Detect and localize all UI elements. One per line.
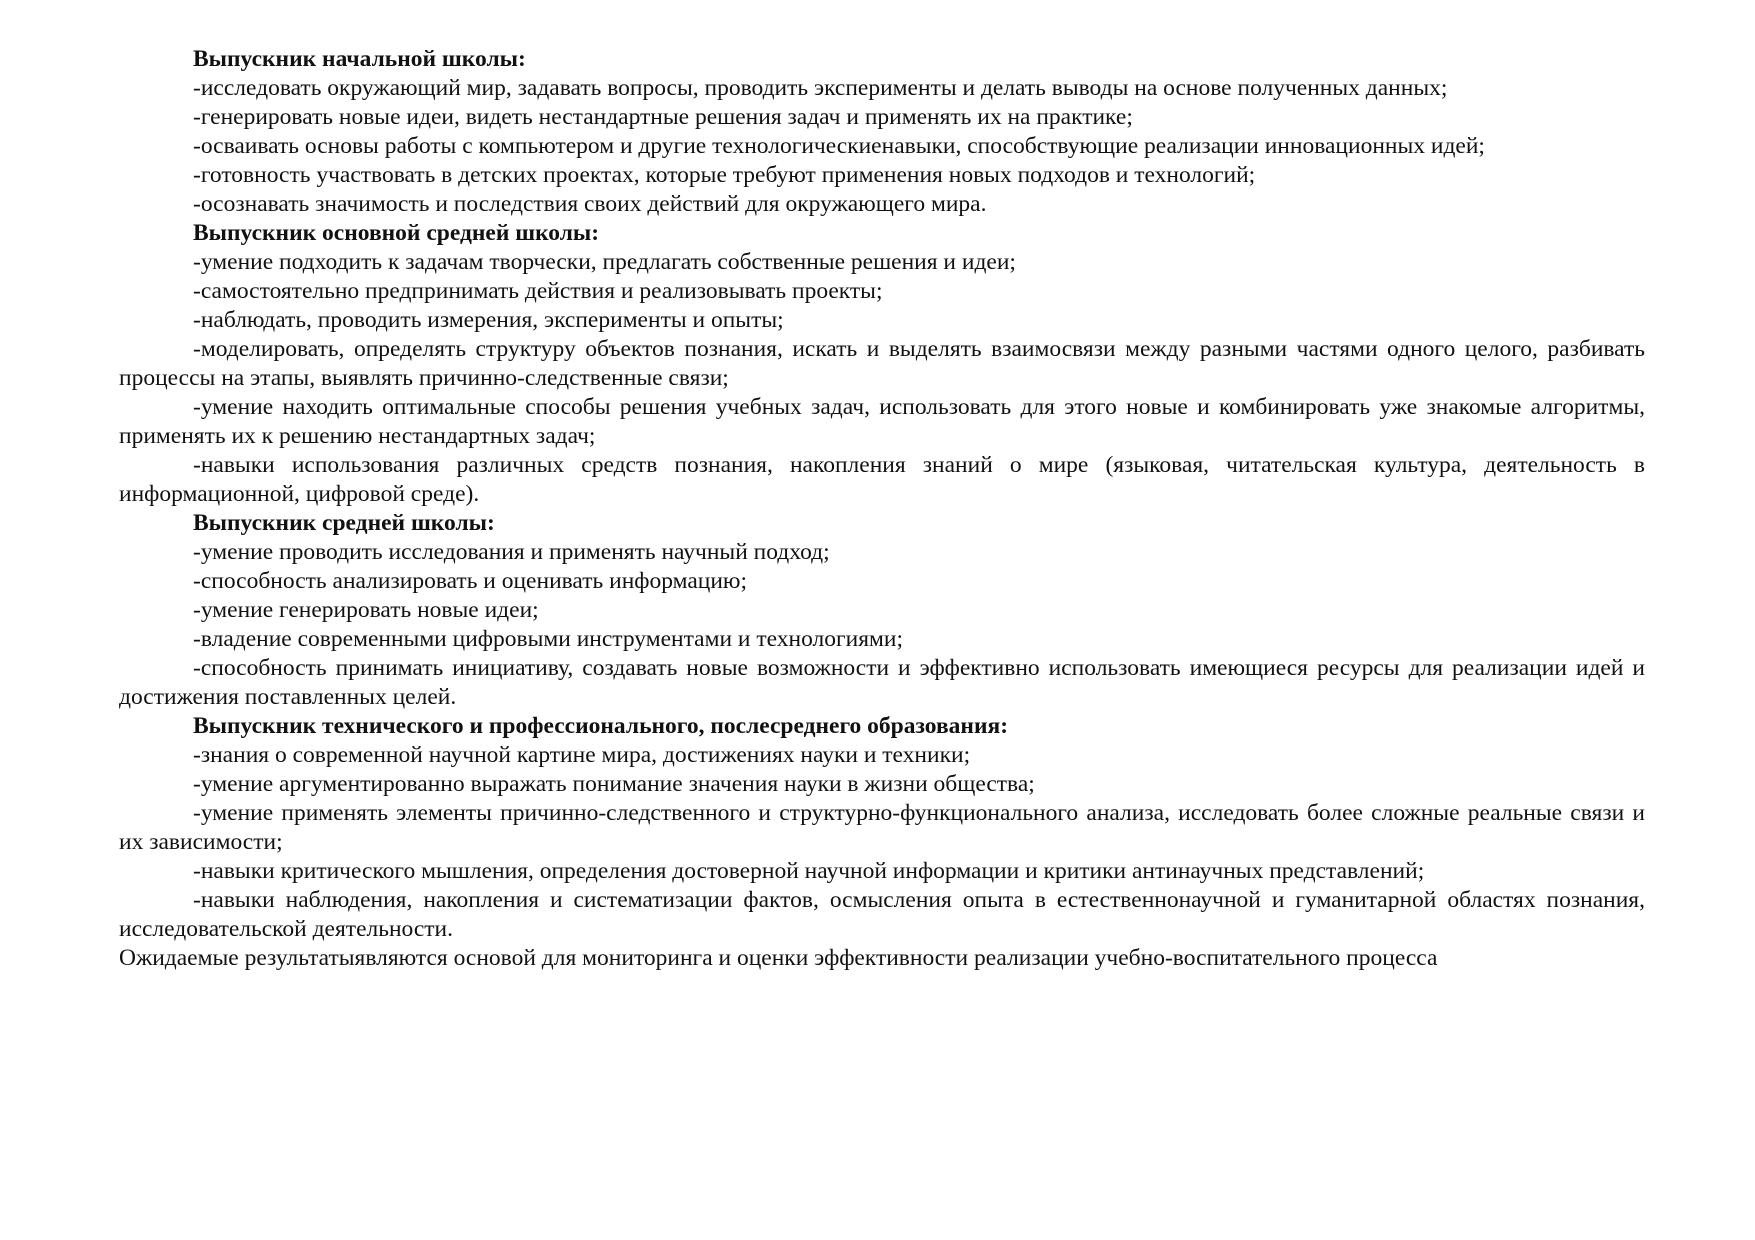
conclusion-paragraph: Ожидаемые результатыявляются основой для мониторинга и оценки эффективности реализации учебно-воспитательного процесса: [119, 945, 1438, 971]
list-item: -навыки наблюдения, накопления и систематизации фактов, осмысления опыта в естественнонаучной и гуманитарной областях познания, исследовательской деятельности.: [119, 887, 1645, 942]
list-item: -умение генерировать новые идеи;: [193, 597, 539, 623]
section-heading: Выпускник основной средней школы:: [193, 220, 600, 246]
section-basic-secondary-school: [119, 219, 1645, 509]
list-item: -самостоятельно предпринимать действия и реализовывать проекты;: [193, 278, 883, 304]
list-item: -способность анализировать и оценивать информацию;: [193, 568, 748, 594]
list-item: -исследовать окружающий мир, задавать вопросы, проводить эксперименты и делать выводы на основе полученных данных;: [193, 75, 1448, 101]
list-item: -осознавать значимость и последствия своих действий для окружающего мира.: [193, 191, 987, 217]
section-heading: Выпускник технического и профессионального, послесреднего образования:: [193, 713, 1009, 739]
section-heading: Выпускник средней школы:: [193, 510, 495, 536]
list-item: -знания о современной научной картине мира, достижениях науки и техники;: [193, 742, 971, 768]
list-item: -осваивать основы работы с компьютером и другие технологическиенавыки, способствующие реализации инновационных идей;: [193, 133, 1485, 159]
list-item: -умение подходить к задачам творчески, предлагать собственные решения и идеи;: [193, 249, 1016, 275]
document-page: [119, 45, 1645, 973]
list-item: -навыки критического мышления, определения достоверной научной информации и критики антинаучных представлений;: [193, 858, 1425, 884]
list-item: -наблюдать, проводить измерения, эксперименты и опыты;: [193, 307, 784, 333]
list-item: -готовность участвовать в детских проектах, которые требуют применения новых подходов и технологий;: [193, 162, 1256, 188]
list-item: -навыки использования различных средств познания, накопления знаний о мире (языковая, читательская культура, деятельность в информационной, цифровой среде).: [119, 452, 1645, 507]
section-heading: Выпускник начальной школы:: [193, 46, 526, 72]
section-primary-school: [119, 45, 1645, 219]
list-item: -умение аргументированно выражать понимание значения науки в жизни общества;: [193, 771, 1035, 797]
list-item: -моделировать, определять структуру объектов познания, искать и выделять взаимосвязи между разными частями одного целого, разбивать процессы на этапы, выявлять причинно-следственные связи;: [119, 336, 1645, 391]
section-technical-professional-education: [119, 712, 1645, 944]
list-item: -умение применять элементы причинно-следственного и структурно-функционального анализа, исследовать более сложные реальные связи и их зависимости;: [119, 800, 1645, 855]
list-item: -владение современными цифровыми инструментами и технологиями;: [193, 626, 904, 652]
list-item: -умение проводить исследования и применять научный подход;: [193, 539, 830, 565]
list-item: -генерировать новые идеи, видеть нестандартные решения задач и применять их на практике;: [193, 104, 1133, 130]
list-item: -способность принимать инициативу, создавать новые возможности и эффективно использовать имеющиеся ресурсы для реализации идей и достижения поставленных целей.: [119, 655, 1645, 710]
list-item: -умение находить оптимальные способы решения учебных задач, использовать для этого новые и комбинировать уже знакомые алгоритмы, применять их к решению нестандартных задач;: [119, 394, 1645, 449]
section-secondary-school: [119, 509, 1645, 712]
